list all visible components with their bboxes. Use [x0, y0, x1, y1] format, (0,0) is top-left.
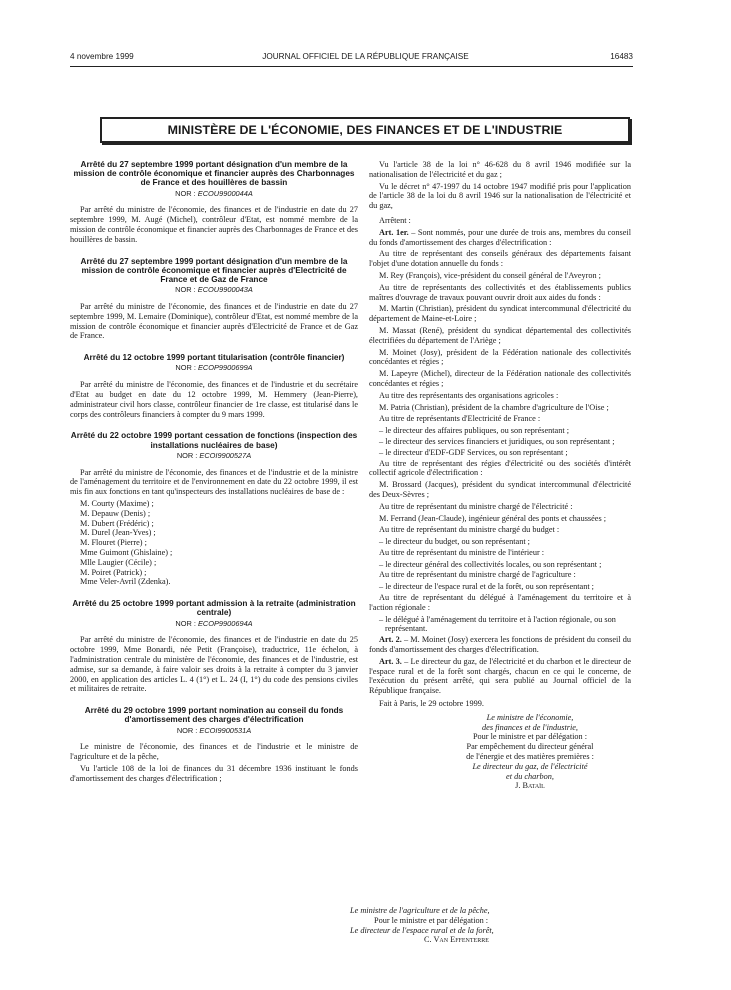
paragraph: M. Rey (François), vice-président du conseil général de l'Aveyron ;: [379, 270, 601, 280]
dash-item: – le délégué à l'aménagement du territoire et à l'action régionale, ou son représentant.: [379, 614, 616, 634]
paragraph: Au titre de représentant du ministre chargé du budget :: [379, 525, 560, 535]
right-column: [369, 160, 631, 791]
paragraph: M. Patria (Christian), président de la chambre d'agriculture de l'Oise ;: [379, 402, 609, 412]
paragraph: Au titre de représentants des collectivités et des établissements publics maîtres d'ouvrage de travaux pouvant ouvrir droit aux aides du fonds :: [369, 282, 631, 302]
article-body: Par arrêté du ministre de l'économie, des finances et de l'industrie et du secrétaire d'Etat au budget en date du 12 octobre 1999, M. Hemmery (Jean-Pierre), administrateur civil hors classe, contrôleur financier de 1re classe, est titularisé dans le corps des contrôleurs financiers à compter du 9 mars 1999.: [70, 380, 358, 419]
nor-reference: NOR : ECOU9900044A: [175, 188, 253, 198]
paragraph: Vu le décret n° 47-1997 du 14 octobre 1947 modifié pris pour l'application de l'article 38 de la loi du 8 avril 1946 sur la nationalisation de l'électricité et du gaz,: [369, 181, 631, 211]
delegation-line: Par empêchement du directeur général: [466, 742, 594, 752]
nor-reference: NOR : ECOU9900043A: [175, 285, 253, 295]
signatory-title: et du charbon,: [506, 771, 554, 781]
article-body: Par arrêté du ministre de l'économie, des finances et de l'industrie en date du 27 septembre 1999, M. Lemaire (Dominique), contrôleur d'Etat, est nommé membre de la mission de contrôle économique et financier auprès d'Electricité de France et de Gaz de France.: [70, 302, 358, 341]
article-3: Art. 3. – Le directeur du gaz, de l'électricité et du charbon et le directeur de l'espace rural et de la forêt sont chargés, chacun en ce qui le concerne, de l'exécution du présent arrêté, qui sera publié au Journal officiel de la République française.: [369, 656, 631, 696]
paragraph: Au titre de représentants d'Electricité de France :: [379, 414, 541, 424]
header-rule: [70, 66, 633, 67]
paragraph: Vu l'article 38 de la loi n° 46-628 du 8 avril 1946 modifiée sur la nationalisation de l'électricité et du gaz ;: [369, 160, 631, 179]
article-title: Arrêté du 22 octobre 1999 portant cessation de fonctions (inspection des installations nucléaires de base): [70, 431, 358, 450]
signatory-title: Le ministre de l'économie,: [486, 712, 574, 722]
dash-item: – le directeur de l'espace rural et de la forêt, ou son représentant ;: [379, 582, 594, 592]
article-title: Arrêté du 27 septembre 1999 portant désignation d'un membre de la mission de contrôle économique et financier auprès d'Electricité de France et de Gaz de France: [80, 256, 348, 284]
paragraph: M. Brossard (Jacques), président du syndicat intercommunal d'électricité des Deux-Sèvres ;: [369, 480, 631, 499]
paragraph: M. Lapeyre (Michel), directeur de la Fédération nationale des collectivités concédantes et régies ;: [369, 369, 631, 388]
list-item: Mme Veler-Avril (Zdenka).: [80, 577, 171, 587]
nor-reference: NOR : ECOI9900527A: [176, 450, 252, 460]
article-body: Par arrêté du ministre de l'économie, des finances et de l'industrie en date du 25 octobre 1999, Mme Bonardi, née Petit (Françoise), traductrice, 11e échelon, à l'administration centrale du ministère de l'économie, des finances et de l'industrie, est admise, sur sa demande, à faire valoir ses droits à la retraite à compter du 3 janvier 2000, en application des articles L. 4 (1°) et L. 24 (I, 1°) du code des pensions civiles et militaires de retraite.: [70, 635, 358, 694]
list-item: M. Poiret (Patrick) ;: [80, 567, 147, 577]
signatory-title: des finances et de l'industrie,: [482, 722, 578, 732]
nor-reference: NOR : ECOI9900531A: [176, 725, 252, 735]
article-body: Par arrêté du ministre de l'économie, des finances et de l'industrie en date du 27 septembre 1999, M. Augé (Michel), contrôleur d'Etat, est nommé membre de la mission de contrôle économique et financier auprès des Charbonnages de France et des houillères de bassin.: [70, 205, 358, 244]
delegation-line: Pour le ministre et par délégation :: [472, 732, 588, 742]
nor-reference: NOR : ECOP9900699A: [175, 363, 253, 373]
paragraph: M. Martin (Christian), président du syndicat intercommunal d'électricité du département de Maine-et-Loire ;: [369, 304, 631, 324]
dash-item: – le directeur du budget, ou son représentant ;: [379, 537, 530, 547]
article-title: Arrêté du 29 octobre 1999 portant nomination au conseil du fonds d'amortissement des charges d'électrification: [84, 706, 344, 725]
page-number: 16483: [610, 52, 633, 61]
article-title: Arrêté du 27 septembre 1999 portant désignation d'un membre de la mission de contrôle économique et financier auprès des Charbonnages de France et des houillères de bassin: [73, 160, 355, 188]
list-item: M. Courty (Maxime) ;: [80, 498, 154, 508]
paragraph: Au titre de représentant du ministre chargé de l'électricité :: [379, 501, 573, 511]
page-header: [0, 52, 731, 66]
signatory-title: Le directeur du gaz, de l'électricité: [472, 761, 588, 771]
dash-item: – le directeur des affaires publiques, ou son représentant ;: [379, 426, 569, 436]
article-title: Arrêté du 12 octobre 1999 portant titularisation (contrôle financier): [83, 353, 345, 363]
paragraph: Au titre des représentants des organisations agricoles :: [379, 390, 559, 400]
paragraph: Au titre de représentant des régies d'électricité ou des sociétés d'intérêt collectif agricole d'électrification :: [369, 458, 631, 478]
dash-item: – le directeur d'EDF-GDF Services, ou son représentant ;: [379, 447, 568, 457]
signatory-name: J. Bataïl: [515, 781, 545, 791]
signature-block-agriculture: [350, 906, 630, 945]
list-item: M. Durel (Jean-Yves) ;: [80, 528, 156, 538]
paragraph: M. Massat (René), président du syndicat départemental des collectivités électrifiées du département de l'Ariège ;: [369, 325, 631, 345]
article-1: Art. 1er. – Sont nommés, pour une durée de trois ans, membres du conseil du fonds d'amortissement des charges d'électrification :: [369, 227, 631, 247]
list-item: Mme Guimont (Ghislaine) ;: [80, 547, 173, 557]
paragraph: Au titre de représentant du ministre chargé de l'agriculture :: [379, 570, 576, 580]
list-item: M. Depauw (Denis) ;: [80, 508, 151, 518]
article-title: Arrêté du 25 octobre 1999 portant admission à la retraite (administration centrale): [72, 599, 356, 618]
paragraph: M. Ferrand (Jean-Claude), ingénieur général des ponts et chaussées ;: [379, 513, 607, 523]
paragraph: M. Moinet (Josy), président de la Fédération nationale des collectivités concédantes et régies ;: [369, 347, 631, 367]
signature-date: Fait à Paris, le 29 octobre 1999.: [379, 699, 484, 709]
signature-block: [429, 713, 631, 791]
article-2: Art. 2. – M. Moinet (Josy) exercera les fonctions de président du conseil du fonds d'amortissement des charges d'électrification.: [369, 635, 631, 655]
signatory-title: Le directeur de l'espace rural et de la forêt,: [350, 925, 494, 935]
paragraph: Au titre de représentant du ministre de l'intérieur :: [379, 547, 545, 557]
dash-item: – le directeur des services financiers et juridiques, ou son représentant ;: [379, 436, 615, 446]
article-body: Vu l'article 108 de la loi de finances du 31 décembre 1936 instituant le fonds d'amortissement des charges d'électrification ;: [70, 763, 358, 783]
article-body: Le ministre de l'économie, des finances et de l'industrie et le ministre de l'agriculture et de la pêche,: [70, 742, 358, 762]
article-body: Par arrêté du ministre de l'économie, des finances et de l'industrie et de la ministre de l'aménagement du territoire et de l'environnement en date du 22 octobre 1999, il est mis fin aux fonctions en tant qu'inspecteurs des installations nucléaires de base de :: [70, 467, 358, 497]
delegation-line: de l'énergie et des matières premières :: [466, 752, 594, 762]
list-item: Mlle Laugier (Cécile) ;: [80, 557, 157, 567]
delegation-line: Pour le ministre et par délégation :: [374, 915, 489, 925]
journal-title: JOURNAL OFFICIEL DE LA RÉPUBLIQUE FRANÇAISE: [262, 52, 469, 61]
signatory-title: Le ministre de l'agriculture et de la pêche,: [350, 906, 490, 915]
paragraph: Au titre de représentant des conseils généraux des départements faisant l'objet d'une dotation annuelle du fonds :: [369, 249, 631, 269]
nor-reference: NOR : ECOP9900694A: [175, 618, 253, 628]
paragraph: Au titre de représentant du délégué à l'aménagement du territoire et à l'action régionale :: [369, 593, 631, 612]
inspector-list: [80, 499, 358, 587]
arretent: Arrêtent :: [379, 215, 411, 225]
list-item: M. Flouret (Pierre) ;: [80, 538, 147, 548]
signatory-name: C. Van Effenterre: [424, 935, 489, 945]
left-column: [70, 160, 358, 786]
ministry-heading: MINISTÈRE DE L'ÉCONOMIE, DES FINANCES ET DE L'INDUSTRIE: [100, 117, 630, 143]
issue-date: 4 novembre 1999: [70, 52, 134, 61]
list-item: M. Dubert (Frédéric) ;: [80, 518, 154, 528]
dash-item: – le directeur général des collectivités locales, ou son représentant ;: [379, 559, 602, 569]
